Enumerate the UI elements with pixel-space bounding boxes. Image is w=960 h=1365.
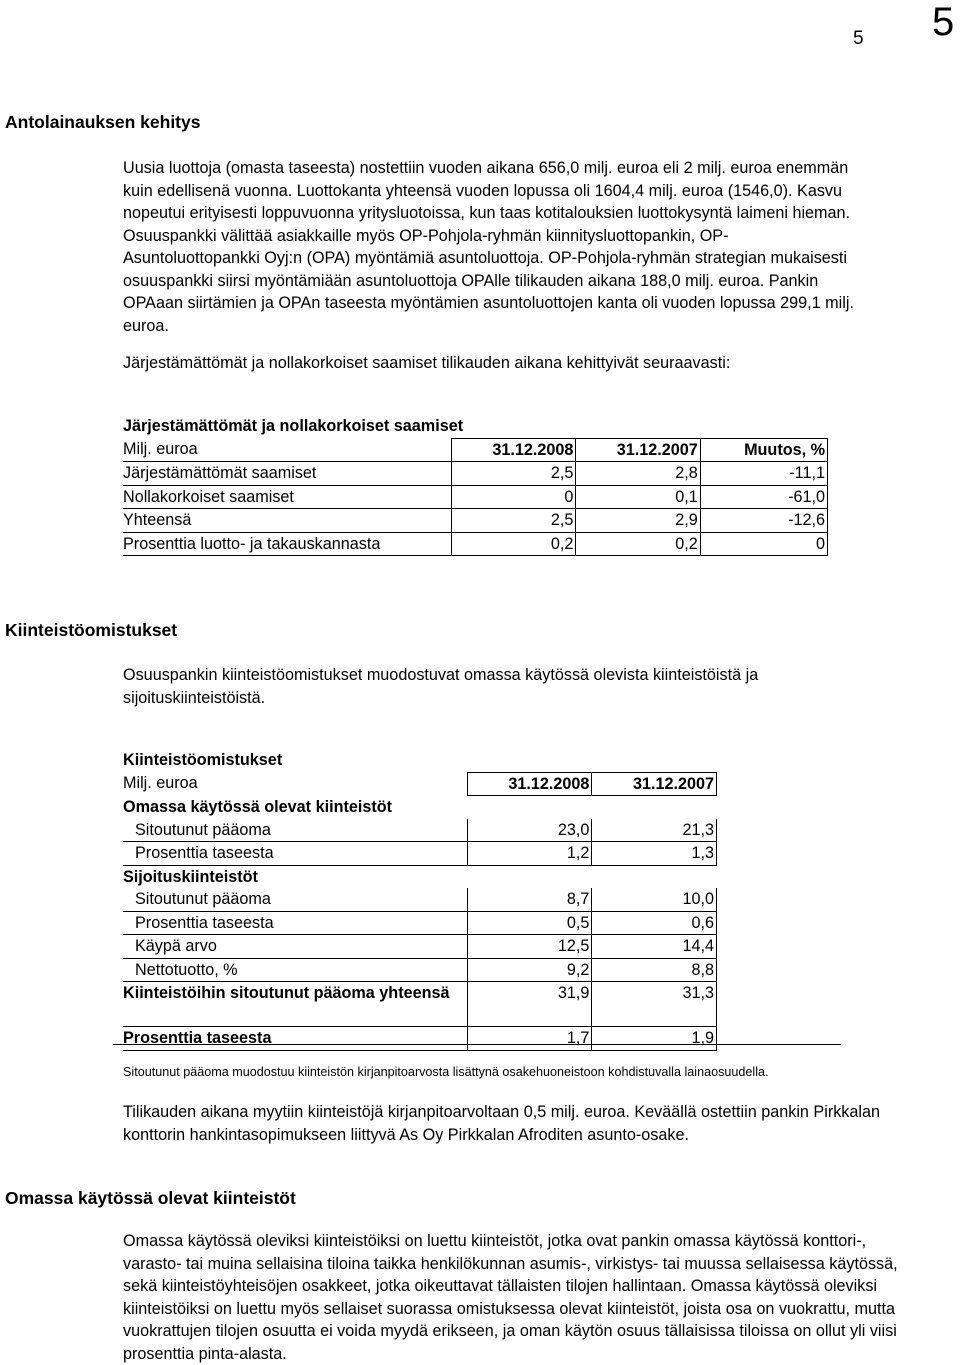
row-label: Kiinteistöihin sitoutunut pääoma yhteensä <box>123 982 467 1027</box>
row-label: Sitoutunut pääoma <box>123 819 467 842</box>
row-value-2008: 0,5 <box>467 911 592 935</box>
table-row <box>123 462 828 486</box>
row-label: Käypä arvo <box>123 935 467 959</box>
table2-header-2008: 31.12.2008 <box>467 772 592 796</box>
table-row <box>123 911 717 935</box>
row-value-2007: 21,3 <box>592 819 717 842</box>
table1-unit: Milj. euroa <box>123 438 452 462</box>
row-label: Järjestämättömät saamiset <box>123 462 452 486</box>
row-value-2007: 1,9 <box>592 1027 717 1051</box>
table2-title: Kiinteistöomistukset <box>123 751 283 769</box>
row-value-2008: 1,7 <box>467 1027 592 1051</box>
antolainaus-paragraph: Uusia luottoja (omasta taseesta) nostettiin vuoden aikana 656,0 milj. euroa eli 2 milj. euroa enemmän kuin edellisenä vuonna. Luottokanta yhteensä vuoden lopussa oli 1604,4 milj. euroa (1546,0). Kasvu nopeutui erityisesti loppuvuonna yritysluotoissa, kun taas kotitalouksien luottokysyntä laimeni hieman. Osuuspankki välittää asiakkaille myös OP-Pohjola-ryhmän kiinnitysluottopankin, OP-Asuntoluottopankki Oyj:n (OPA) myöntämiä asuntoluottoja. OP-Pohjola-ryhmän strategian mukaisesti osuuspankki siirsi myöntämiään asuntoluottoja OPAlle tilikauden aikana 188,0 milj. euroa. Pankin OPAaan siirtämien ja OPAn taseesta myöntämien asuntoluottojen kanta oli vuoden lopussa 299,1 milj. euroa. <box>123 159 854 335</box>
row-label: Prosenttia taseesta <box>123 1027 467 1051</box>
table2-group-own-use: Omassa käytössä olevat kiinteistöt <box>123 798 393 816</box>
row-value-2007: 1,3 <box>592 842 717 866</box>
nonperforming-receivables-table <box>123 415 828 556</box>
table1-header-2007: 31.12.2007 <box>576 438 700 462</box>
row-value-2008: 9,2 <box>467 958 592 982</box>
row-label: Sitoutunut pääoma <box>123 888 467 911</box>
row-value-2007: 0,1 <box>576 485 700 509</box>
table-row-total <box>123 982 717 1027</box>
section-heading-omassa: Omassa käytössä olevat kiinteistöt <box>5 1188 296 1208</box>
section-heading-kiinteisto: Kiinteistöomistukset <box>5 620 178 640</box>
row-value-2008: 31,9 <box>467 982 592 1027</box>
row-label: Nollakorkoiset saamiset <box>123 485 452 509</box>
row-value-2007: 0,6 <box>592 911 717 935</box>
section-heading-antolainaus: Antolainauksen kehitys <box>5 112 201 132</box>
table-row-total-pct <box>123 1027 717 1051</box>
row-value-2008: 2,5 <box>452 509 576 533</box>
row-value-2008: 0,2 <box>452 532 576 556</box>
page-number-large: 5 <box>932 0 955 44</box>
table2-header-2007: 31.12.2007 <box>592 772 717 796</box>
row-value-2007: 10,0 <box>592 888 717 911</box>
table-row <box>123 485 828 509</box>
table1-header-change: Muutos, % <box>700 438 827 462</box>
row-value-2008: 0 <box>452 485 576 509</box>
table2-group-investment: Sijoituskiinteistöt <box>123 867 258 886</box>
row-label: Prosenttia luotto- ja takauskannasta <box>123 532 452 556</box>
row-value-2007: 8,8 <box>592 958 717 982</box>
row-value-2007: 0,2 <box>576 532 700 556</box>
table-row <box>123 842 717 866</box>
footnote: Sitoutunut pääoma muodostuu kiinteistön kirjanpitoarvosta lisättynä osakehuoneistoon kohdistuvalla lainaosuudella. <box>123 1065 769 1079</box>
row-value-2008: 2,5 <box>452 462 576 486</box>
omassa-paragraph: Omassa käytössä oleviksi kiinteistöiksi on luettu kiinteistöt, jotka ovat pankin omassa käytössä konttori-, varasto- tai muina sellaisina tiloina taikka henkilökunnan asumis-, virkistys- tai muussa sellaisessa käytössä, sekä kiinteistöyhteisöjen osakkeet, jotka oikeuttavat tällaisten tilojen hallintaan. Omassa käytössä oleviksi kiinteistöiksi on luettu myös sellaiset suorassa omistuksessa olevat kiinteistöt, joista osa on vuokrattu, mutta vuokrattujen tilojen osuutta ei voida myydä erikseen, ja oman käytön osuus tällaisissa tiloissa on ollut yli viisi prosenttia pinta-alasta. <box>123 1232 898 1363</box>
row-value-2008: 1,2 <box>467 842 592 866</box>
row-value-change: -11,1 <box>700 462 827 486</box>
row-value-change: 0 <box>700 532 827 556</box>
real-estate-table <box>123 749 717 1051</box>
divider <box>113 1044 841 1045</box>
table-row <box>123 958 717 982</box>
row-label: Nettotuotto, % <box>123 958 467 982</box>
table-row <box>123 819 717 842</box>
row-label: Prosenttia taseesta <box>123 842 467 866</box>
row-label: Prosenttia taseesta <box>123 911 467 935</box>
table-row <box>123 935 717 959</box>
table-row <box>123 532 828 556</box>
row-value-2008: 23,0 <box>467 819 592 842</box>
row-value-2007: 14,4 <box>592 935 717 959</box>
table1-header-2008: 31.12.2008 <box>452 438 576 462</box>
row-value-change: -12,6 <box>700 509 827 533</box>
table1-title: Järjestämättömät ja nollakorkoiset saamiset <box>123 417 464 435</box>
table2-unit: Milj. euroa <box>123 774 198 792</box>
row-value-2008: 12,5 <box>467 935 592 959</box>
row-value-2007: 2,9 <box>576 509 700 533</box>
kiinteisto-sales-paragraph: Tilikauden aikana myytiin kiinteistöjä kirjanpitoarvoltaan 0,5 milj. euroa. Keväällä ostettiin pankin Pirkkalan konttorin hankintasopimukseen liittyvä As Oy Pirkkalan Afroditen asunto-osake. <box>123 1103 881 1144</box>
page-number-small: 5 <box>853 28 864 49</box>
kiinteisto-paragraph: Osuuspankin kiinteistöomistukset muodostuvat omassa käytössä olevista kiinteistöistä ja sijoituskiinteistöistä. <box>123 666 759 707</box>
row-label: Yhteensä <box>123 509 452 533</box>
table-row <box>123 888 717 911</box>
row-value-change: -61,0 <box>700 485 827 509</box>
row-value-2007: 31,3 <box>592 982 717 1027</box>
table-row <box>123 509 828 533</box>
row-value-2007: 2,8 <box>576 462 700 486</box>
antolainaus-intro-paragraph: Järjestämättömät ja nollakorkoiset saamiset tilikauden aikana kehittyivät seuraavasti: <box>123 354 731 372</box>
row-value-2008: 8,7 <box>467 888 592 911</box>
